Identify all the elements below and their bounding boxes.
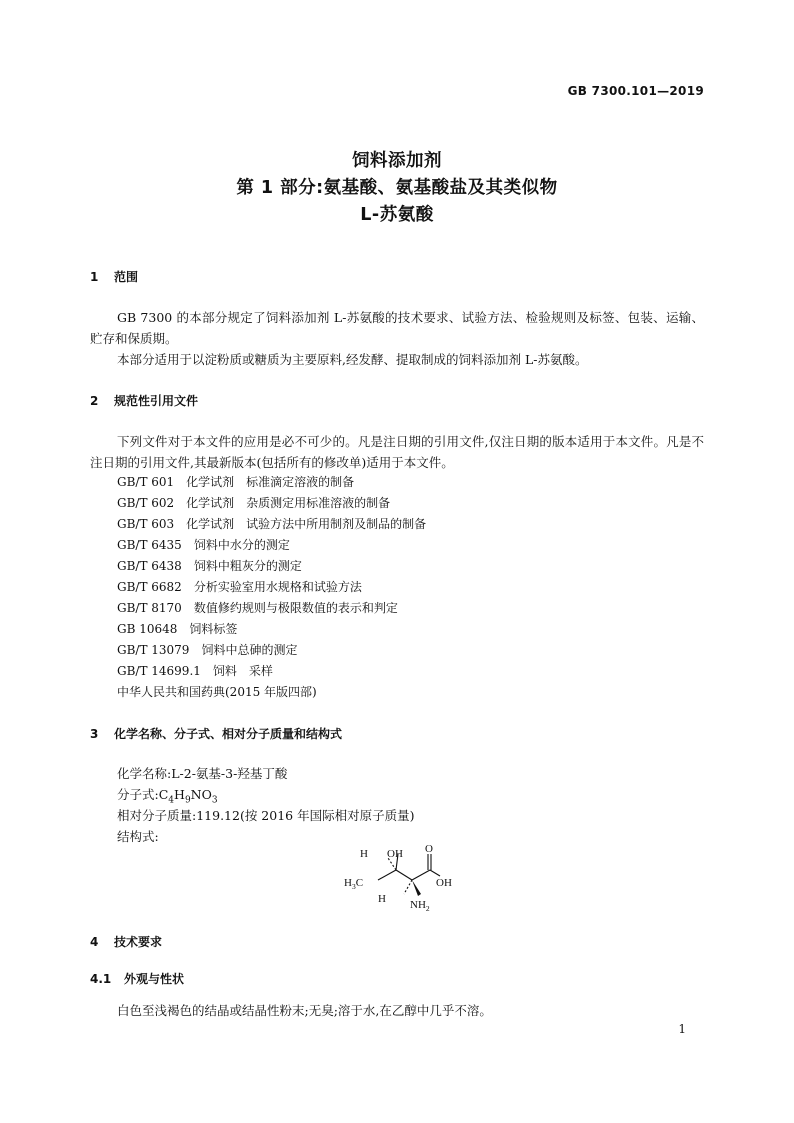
bond-c2-c1 bbox=[412, 870, 430, 880]
section-1-heading bbox=[90, 268, 138, 285]
section-title: 规范性引用文件 bbox=[114, 394, 199, 408]
reference-code: GB/T 14699.1 bbox=[117, 664, 201, 678]
bond-c2-h bbox=[404, 880, 412, 894]
reference-item bbox=[117, 620, 237, 637]
section-number: 1 bbox=[90, 270, 99, 284]
section-title: 化学名称、分子式、相对分子质量和结构式 bbox=[114, 727, 343, 741]
reference-title: 化学试剂 标准滴定溶液的制备 bbox=[186, 475, 355, 489]
atom-nh2-nh: NH bbox=[410, 899, 426, 911]
reference-title: 分析实验室用水规格和试验方法 bbox=[193, 580, 362, 594]
reference-code: GB/T 601 bbox=[117, 475, 175, 489]
atom-oh-right: OH bbox=[436, 877, 452, 889]
chemical-name: 化学名称:L-2-氨基-3-羟基丁酸 bbox=[117, 766, 288, 781]
reference-item bbox=[117, 473, 354, 490]
reference-code: GB/T 6682 bbox=[117, 580, 182, 594]
reference-item bbox=[117, 515, 426, 532]
reference-item bbox=[117, 641, 297, 658]
section-title: 范围 bbox=[114, 270, 139, 284]
reference-title: 饲料 采样 bbox=[212, 664, 273, 678]
atom-h-top: H bbox=[360, 848, 368, 860]
section-title: 技术要求 bbox=[114, 935, 163, 949]
reference-item bbox=[117, 662, 273, 679]
reference-code: GB/T 13079 bbox=[117, 643, 190, 657]
bond-c3-c2 bbox=[396, 870, 412, 880]
atom-h3c-h: H bbox=[344, 877, 352, 889]
atom-oh-top: OH bbox=[387, 848, 403, 860]
section-3-heading bbox=[90, 725, 342, 742]
structure-label: 结构式: bbox=[117, 829, 159, 844]
reference-code: GB/T 602 bbox=[117, 496, 175, 510]
atom-h3c-c: C bbox=[355, 877, 364, 889]
reference-item bbox=[117, 557, 302, 574]
reference-code: GB/T 6435 bbox=[117, 538, 182, 552]
reference-code: GB/T 8170 bbox=[117, 601, 182, 615]
title-line-3: L-苏氨酸 bbox=[360, 205, 434, 225]
subsection-number: 4.1 bbox=[90, 972, 112, 986]
atom-nh2-sub: 2 bbox=[425, 904, 430, 912]
reference-title: 饲料标签 bbox=[189, 622, 238, 636]
molecular-formula bbox=[117, 785, 218, 806]
wedge-bond-nh2 bbox=[412, 880, 421, 896]
formula-c: C bbox=[158, 787, 169, 802]
appearance-text: 白色至浅褐色的结晶或结晶性粉末;无臭;溶于水,在乙醇中几乎不溶。 bbox=[117, 1003, 492, 1018]
title-line-1: 饲料添加剂 bbox=[352, 151, 442, 171]
bond-c1-oh bbox=[430, 870, 440, 876]
reference-code: GB 10648 bbox=[117, 622, 178, 636]
reference-title: 数值修约规则与极限数值的表示和判定 bbox=[193, 601, 398, 615]
bond-lines bbox=[378, 854, 440, 894]
section-4-heading bbox=[90, 933, 162, 950]
atom-h-bottom: H bbox=[378, 893, 386, 905]
reference-title: 化学试剂 试验方法中所用制剂及制品的制备 bbox=[186, 517, 427, 531]
section-number: 4 bbox=[90, 935, 99, 949]
formula-h-sub: 9 bbox=[184, 795, 191, 806]
reference-code: GB/T 6438 bbox=[117, 559, 182, 573]
standard-number: GB 7300.101—2019 bbox=[567, 84, 704, 98]
formula-label: 分子式: bbox=[117, 787, 159, 802]
section-1-paragraph-1: GB 7300 的本部分规定了饲料添加剂 L-苏氨酸的技术要求、试验方法、检验规则及标签、包装、运输、贮存和保质期。 bbox=[90, 310, 704, 346]
section-1-paragraph-2: 本部分适用于以淀粉质或糖质为主要原料,经发酵、提取制成的饲料添加剂 L-苏氨酸。 bbox=[117, 352, 588, 367]
reference-item bbox=[117, 494, 390, 511]
formula-no: NO bbox=[190, 787, 212, 802]
formula-c-sub: 4 bbox=[168, 795, 175, 806]
reference-title: 饲料中水分的测定 bbox=[193, 538, 290, 552]
subsection-title: 外观与性状 bbox=[124, 972, 185, 986]
section-number: 3 bbox=[90, 727, 99, 741]
reference-title: 饲料中粗灰分的测定 bbox=[193, 559, 302, 573]
atom-nh2 bbox=[410, 899, 430, 912]
section-number: 2 bbox=[90, 394, 99, 408]
atom-o-carbonyl: O bbox=[425, 843, 433, 855]
section-2-heading bbox=[90, 392, 198, 409]
page-number: 1 bbox=[678, 1022, 686, 1036]
section-4-1-heading bbox=[90, 970, 184, 987]
relative-molecular-mass: 相对分子质量:119.12(按 2016 年国际相对原子质量) bbox=[117, 808, 415, 823]
reference-code: GB/T 603 bbox=[117, 517, 175, 531]
formula-no-sub: 3 bbox=[211, 795, 218, 806]
structural-formula bbox=[330, 840, 470, 912]
reference-title: 饲料中总砷的测定 bbox=[201, 643, 298, 657]
section-2-intro: 下列文件对于本文件的应用是必不可少的。凡是注日期的引用文件,仅注日期的版本适用于本文件。凡是不注日期的引用文件,其最新版本(包括所有的修改单)适用于本文件。 bbox=[90, 434, 704, 470]
reference-title: 化学试剂 杂质测定用标准溶液的制备 bbox=[186, 496, 391, 510]
atom-h3c bbox=[344, 877, 363, 891]
formula-h: H bbox=[174, 787, 185, 802]
atom-h3c-sub: 3 bbox=[351, 882, 356, 891]
document-title bbox=[0, 148, 794, 229]
reference-item bbox=[117, 536, 290, 553]
title-line-2: 第 1 部分:氨基酸、氨基酸盐及其类似物 bbox=[236, 178, 558, 198]
reference-item-pharmacopoeia: 中华人民共和国药典(2015 年版四部) bbox=[117, 685, 317, 699]
reference-item bbox=[117, 599, 398, 616]
bond-ch3-c3 bbox=[378, 870, 396, 880]
reference-item bbox=[117, 578, 362, 595]
